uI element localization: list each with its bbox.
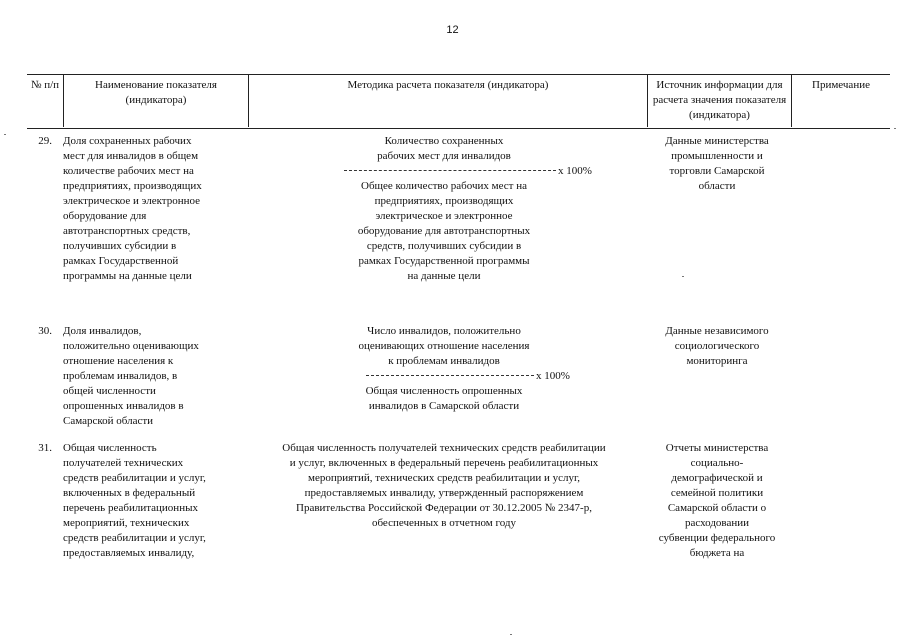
scan-speck xyxy=(4,134,6,135)
text-line: электрическое и электронное xyxy=(63,195,201,207)
text-line: мониторинга xyxy=(686,355,748,367)
scan-speck xyxy=(510,634,512,635)
text-line: проблемам инвалидов, в xyxy=(63,370,178,382)
header-num: № п/п xyxy=(30,79,60,91)
text-line: предоставляемых инвалиду, xyxy=(63,547,195,559)
fraction-line xyxy=(248,164,640,179)
text-line: включенных в федеральный xyxy=(63,487,196,499)
text-line: демографической и xyxy=(671,472,763,484)
text-line: х 100% xyxy=(536,370,570,382)
formula-numerator xyxy=(248,134,640,164)
text-line: х 100% xyxy=(558,165,592,177)
text-line: мероприятий, технических средств реабилитации и услуг, xyxy=(308,472,580,484)
text-line: к проблемам инвалидов xyxy=(388,355,500,367)
scan-speck xyxy=(682,276,684,277)
text-line: рамках Государственной программы xyxy=(358,255,530,267)
text-line: средств, получивших субсидии в xyxy=(366,240,522,252)
text-line: перечень реабилитационных xyxy=(63,502,198,514)
text-line: социально- xyxy=(690,457,744,469)
calculation-formula xyxy=(248,134,640,284)
info-source xyxy=(642,324,792,369)
text-line: инвалидов в Самарской области xyxy=(368,400,520,412)
text-line: общей численности xyxy=(63,385,156,397)
text-line: Число инвалидов, положительно xyxy=(367,325,521,337)
text-line: субвенции федерального xyxy=(658,532,776,544)
text-line: обеспеченных в отчетном году xyxy=(371,517,517,529)
table-header xyxy=(27,74,890,129)
header-note: Примечание xyxy=(812,79,870,91)
text-line: предприятиях, производящих xyxy=(63,180,202,192)
text-line: Данные министерства xyxy=(665,135,769,147)
formula-denominator xyxy=(248,179,640,284)
text-line: Общее количество рабочих мест на xyxy=(361,180,527,192)
text-line: предоставляемых инвалиду, утвержденный распоряжением xyxy=(304,487,584,499)
text-line: Самарской области о xyxy=(667,502,767,514)
text-line: бюджета на xyxy=(689,547,745,559)
info-source xyxy=(642,441,792,561)
text-line: мест для инвалидов в общем xyxy=(63,150,199,162)
text-line: автотранспортных средств, xyxy=(63,225,191,237)
page-number: 12 xyxy=(446,24,459,36)
text-line: социологического xyxy=(674,340,760,352)
text-line: промышленности и xyxy=(671,150,763,162)
scan-speck xyxy=(894,128,896,129)
text-line: получивших субсидии в xyxy=(63,240,177,252)
row-number: 30. xyxy=(38,325,52,337)
text-line: оборудование для xyxy=(63,210,147,222)
indicator-name xyxy=(63,134,243,284)
header-source: Источник информации для расчета значения показателя (индикатора) xyxy=(652,79,787,121)
row-number: 31. xyxy=(38,442,52,454)
header-name: Наименование показателя (индикатора) xyxy=(95,79,217,106)
calculation-formula xyxy=(248,324,640,414)
text-line: семейной политики xyxy=(670,487,764,499)
text-line: получателей технических xyxy=(63,457,184,469)
fraction-line xyxy=(248,369,640,384)
text-line: расходовании xyxy=(684,517,750,529)
text-line: средств реабилитации и услуг, xyxy=(63,532,206,544)
text-line: на данные цели xyxy=(407,270,481,282)
text-line: области xyxy=(698,180,736,192)
text-line: Данные независимого xyxy=(665,325,769,337)
row-number: 29. xyxy=(38,135,52,147)
text-line: программы на данные цели xyxy=(63,270,192,282)
text-line: Количество сохраненных xyxy=(384,135,504,147)
text-line: Самарской области xyxy=(63,415,154,427)
text-line: Общая численность получателей технических средств реабилитации xyxy=(282,442,606,454)
text-line: Общая численность опрошенных xyxy=(365,385,523,397)
text-line: оборудование для автотранспортных xyxy=(357,225,531,237)
text-line: Общая численность xyxy=(63,442,157,454)
text-line: и услуг, включенных в федеральный перечень реабилитационных xyxy=(289,457,599,469)
indicator-name xyxy=(63,441,243,561)
text-line: Отчеты министерства xyxy=(665,442,769,454)
text-line: оценивающих отношение населения xyxy=(358,340,530,352)
info-source xyxy=(642,134,792,194)
text-line: средств реабилитации и услуг, xyxy=(63,472,206,484)
text-line: предприятиях, производящих xyxy=(374,195,514,207)
formula-numerator xyxy=(248,324,640,369)
text-line: мероприятий, технических xyxy=(63,517,190,529)
formula-denominator xyxy=(248,384,640,414)
indicator-name xyxy=(63,324,243,429)
calculation-method xyxy=(248,441,640,531)
text-line: опрошенных инвалидов в xyxy=(63,400,184,412)
text-line: торговли Самарской xyxy=(669,165,765,177)
text-line: положительно оценивающих xyxy=(63,340,199,352)
text-line: рамках Государственной xyxy=(63,255,179,267)
text-line: электрическое и электронное xyxy=(375,210,513,222)
text-line: Правительства Российской Федерации от 30.12.2005 № 2347-р, xyxy=(296,502,592,514)
text-line: рабочих мест для инвалидов xyxy=(377,150,511,162)
text-line: отношение населения к xyxy=(63,355,174,367)
text-line: Доля сохраненных рабочих xyxy=(63,135,192,147)
header-method: Методика расчета показателя (индикатора) xyxy=(347,79,549,91)
text-line: количестве рабочих мест на xyxy=(63,165,194,177)
text-line: Доля инвалидов, xyxy=(63,325,142,337)
